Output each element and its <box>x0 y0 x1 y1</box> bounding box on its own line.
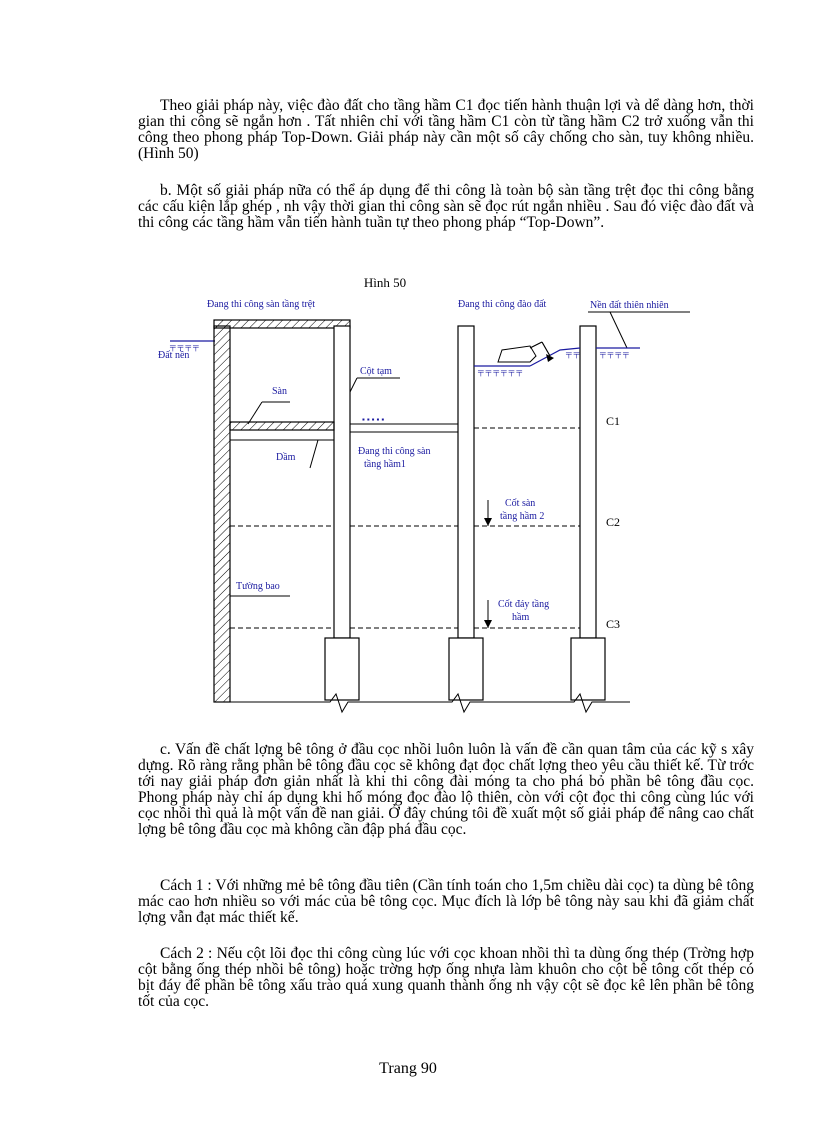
excavator-icon <box>498 342 554 362</box>
column-3 <box>580 326 596 638</box>
marker-cot-day-arrow <box>484 620 492 628</box>
leader-cot-tam-2 <box>350 378 357 392</box>
label-dao-dat: Đang thi công đào đất <box>458 299 547 310</box>
level-c1: C1 <box>606 414 621 428</box>
label-san: Sàn <box>272 386 287 397</box>
page-number: Trang 90 <box>379 1060 437 1077</box>
label-dat-nen: Đất nền <box>158 350 190 361</box>
excavation-marks: ╤ ╤ ╤ ╤ ╤ ╤ <box>478 367 523 376</box>
leader-dam <box>310 440 318 468</box>
wall-left <box>214 326 230 702</box>
label-cot-day-2: hầm <box>512 612 530 623</box>
ground-left-marks: ╤ ╤ ╤ ╤ <box>170 342 199 351</box>
marker-cot-san-arrow <box>484 518 492 526</box>
figure-title: Hình 50 <box>363 275 407 290</box>
pile-1 <box>325 638 359 700</box>
leader-san-2 <box>248 402 262 424</box>
basement1-slab-left <box>230 422 334 430</box>
label-nen-dat: Nền đất thiên nhiên <box>590 300 669 311</box>
break-line <box>214 694 630 712</box>
label-dam: Dầm <box>276 452 296 463</box>
paragraph-1: Theo giải pháp này, việc đào đất cho tầng hầm C1 đọc tiến hành thuận lợi và dể dàng hơn, thời gian thi công sẽ ngắn hơn . Tất nhiên chỉ với tầng hầm C1 còn từ tầng hầm C2 trở xuống vẫn thi công theo phong pháp Top-Down. Giải pháp này cần một số cây chống cho sàn, tuy không nhiều. (Hình 50) <box>138 97 754 162</box>
pile-2 <box>449 638 483 700</box>
paragraph-3: c. Vấn đề chất lợng bê tông ở đầu cọc nhồi luôn luôn là vấn đề cần quan tâm của các kỹ s xây dựng. Rõ ràng rằng phần bê tông đầu cọc sẽ không đạt đọc chất lợng theo yêu cầu thiết kế. Từ trớc tới nay giải pháp đơn giản nhất là khi thi công đài móng ta cho phá bỏ phần bê tông đầu cọc. Phong pháp này chỉ áp dụng khi hố móng đọc đào lộ thiên, còn với cột đọc thi công cùng lúc với cọc nhồi thì quả là một vấn đề nan giải. Ở đây chúng tôi đề xuất một số giải pháp để nâng cao chất lợng bê tông đầu cọc mà không cần đập phá đầu cọc. <box>138 741 754 838</box>
label-cot-day-1: Cốt đáy tầng <box>498 599 550 610</box>
ground-floor-slab <box>214 320 350 328</box>
level-c3: C3 <box>606 617 621 631</box>
paragraph-4: Cách 1 : Với những mẻ bê tông đầu tiên (Cần tính toán cho 1,5m chiều dài cọc) ta dùng bê tông mác cao hơn nhiều so với mác của bê tông cọc. Mục đích là lớp bê tông này sau khi đã giảm chất lợng vẫn đạt mác thiết kế. <box>138 877 754 926</box>
ground-right-marks-2: ╤ ╤ ╤ ╤ <box>600 349 629 358</box>
column-1 <box>334 326 350 638</box>
column-2 <box>458 326 474 638</box>
label-cot-san-2: tầng hầm 2 <box>500 511 545 522</box>
ground-right-marks: ╤ ╤ <box>566 349 580 358</box>
formwork-marks: ▪ ▪ ▪ ▪ ▪ <box>362 415 385 424</box>
label-san-tang-ham-1a: Đang thi công sàn <box>358 446 431 457</box>
paragraph-5: Cách 2 : Nếu cột lõi đọc thi công cùng lúc với cọc khoan nhồi thì ta dùng ống thép (Trờng hợp cột bằng ống thép nhồi bê tông) hoặc trờng hợp ống nhựa làm khuôn cho cột bê tông cốt thép có bịt đáy để phần bê tông xấu trào quá xung quanh thành ống nh vậy cột sẽ đọc kê lên phần bê tông tốt của cọc. <box>138 945 754 1010</box>
leader-nen-dat-2 <box>610 312 627 348</box>
label-san-tang-tret: Đang thi công sàn tầng trệt <box>207 299 316 310</box>
pile-3 <box>571 638 605 700</box>
label-san-tang-ham-1b: tầng hầm1 <box>364 459 406 470</box>
level-c2: C2 <box>606 515 621 529</box>
label-cot-tam: Cột tạm <box>360 366 392 377</box>
label-cot-san-1: Cốt sàn <box>505 498 536 509</box>
label-tuong-bao: Tường bao <box>236 581 280 592</box>
paragraph-2: b. Một số giải pháp nữa có thể áp dụng để thi công là toàn bộ sàn tầng trệt đọc thi công bằng các cấu kiện lắp ghép , nh vậy thời gian thi công sàn sẽ đọc rút ngắn nhiều . Sau đó việc đào đất và thi công các tầng hầm vẫn tiến hành tuần tự theo phong pháp “Top-Down”. <box>138 182 754 231</box>
